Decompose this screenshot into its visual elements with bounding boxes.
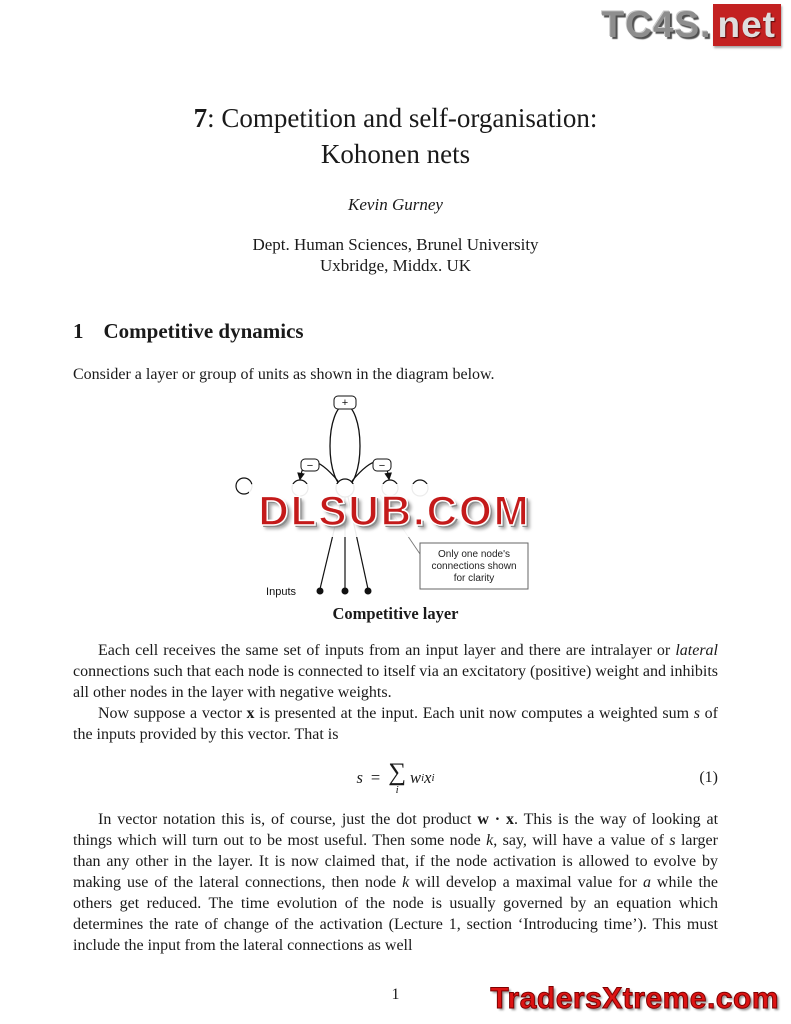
paragraph-weighted-sum (73, 703, 718, 745)
paragraph-text: is presented at the input. Each unit now computes a weighted sum (254, 705, 694, 722)
paragraph-text: will develop a maximal value for (409, 874, 643, 891)
math-dot-product: w · x (477, 811, 515, 828)
equals-sign: = (370, 768, 381, 787)
input-dot (365, 588, 372, 595)
paragraph-text: , say, will have a value of (493, 832, 670, 849)
paragraph-text: larger than any other in the layer. It is now claimed that, if the node activation is allowed to evolve by making use of the lateral connections, then node (73, 832, 718, 891)
document-content (0, 100, 791, 956)
self-excitation-loop (330, 405, 360, 487)
paragraph-intro: Consider a layer or group of units as shown in the diagram below. (73, 366, 495, 383)
equation-lhs: s (356, 768, 363, 787)
section-number: 1 (73, 319, 84, 343)
affiliation-line2: Uxbridge, Middx. UK (319, 256, 472, 275)
summation (388, 761, 406, 795)
page-title-line1 (73, 100, 718, 136)
affiliation (73, 234, 718, 276)
note-line1: Only one node's (438, 549, 510, 560)
note-line2: connections shown (431, 561, 517, 572)
watermark-tc4s-suffix: net (713, 4, 782, 46)
note-line3: for clarity (453, 573, 495, 584)
watermark-tc4s-text: TC4S. (601, 4, 712, 45)
emphasis-lateral: lateral (675, 642, 718, 659)
equation-1 (73, 757, 718, 799)
section-title: Competitive dynamics (103, 319, 304, 343)
title-text: : Competition and self-organisation: (207, 103, 598, 133)
paragraph-text: of the inputs provided by this vector. That is (73, 705, 719, 743)
math-var-s: s (693, 705, 700, 722)
input-dot (317, 588, 324, 595)
sigma-symbol: ∑ (388, 759, 407, 786)
paragraph-text: In vector notation this is, of course, just the dot product (98, 811, 478, 828)
watermark-tc4s-logo (602, 4, 781, 46)
math-var-s: s (669, 832, 676, 849)
term-w: w (410, 768, 422, 787)
figure-caption: Competitive layer (332, 604, 459, 623)
math-vector-x: x (246, 705, 255, 722)
paragraph-vector-notation (73, 809, 718, 956)
math-var-k: k (486, 832, 494, 849)
input-dot (342, 588, 349, 595)
network-diagram-figure (73, 393, 718, 598)
inputs-label: Inputs (266, 586, 296, 598)
paragraph-text: Each cell receives the same set of inputs from an input layer and there are intralayer or (98, 642, 676, 659)
page-title-line2: Kohonen nets (320, 139, 471, 169)
plus-weight-label: + (341, 397, 349, 409)
math-var-k: k (402, 874, 410, 891)
term-x: x (424, 768, 432, 787)
equation-number: (1) (699, 769, 718, 786)
paragraph-lateral-connections (73, 640, 718, 703)
author-name: Kevin Gurney (348, 195, 443, 214)
minus-weight-label-right: − (378, 460, 386, 472)
title-number: 7 (193, 103, 208, 133)
page-number: 1 (391, 986, 400, 1003)
affiliation-line1: Dept. Human Sciences, Brunel University (252, 235, 539, 254)
equation-body (356, 761, 434, 795)
term-w-subscript: i (421, 772, 425, 784)
sigma-subscript: i (395, 784, 399, 796)
minus-weight-label-left: − (306, 460, 314, 472)
math-var-a: a (642, 874, 651, 891)
section-heading (73, 318, 718, 344)
watermark-dlsub: DLSUB.COM (249, 484, 540, 537)
paragraph-text: while the others get reduced. The time evolution of the node is usually governed by an equation which determines the rate of change of the activation (Lecture 1, section ‘Introducing time’). This must include the input from the lateral connections as well (73, 874, 719, 954)
paragraph-text: connections such that each node is connected to itself via an excitatory (positive) weight and inhibits all other nodes in the layer with negative weights. (73, 663, 718, 701)
paragraph-text: . This is the way of looking at things which will turn out to be most useful. Then some node (73, 811, 719, 849)
paragraph-text: Now suppose a vector (98, 705, 247, 722)
term-x-subscript: i (431, 772, 435, 784)
watermark-tradersxtreme: TradersXtreme.com (490, 982, 779, 1015)
